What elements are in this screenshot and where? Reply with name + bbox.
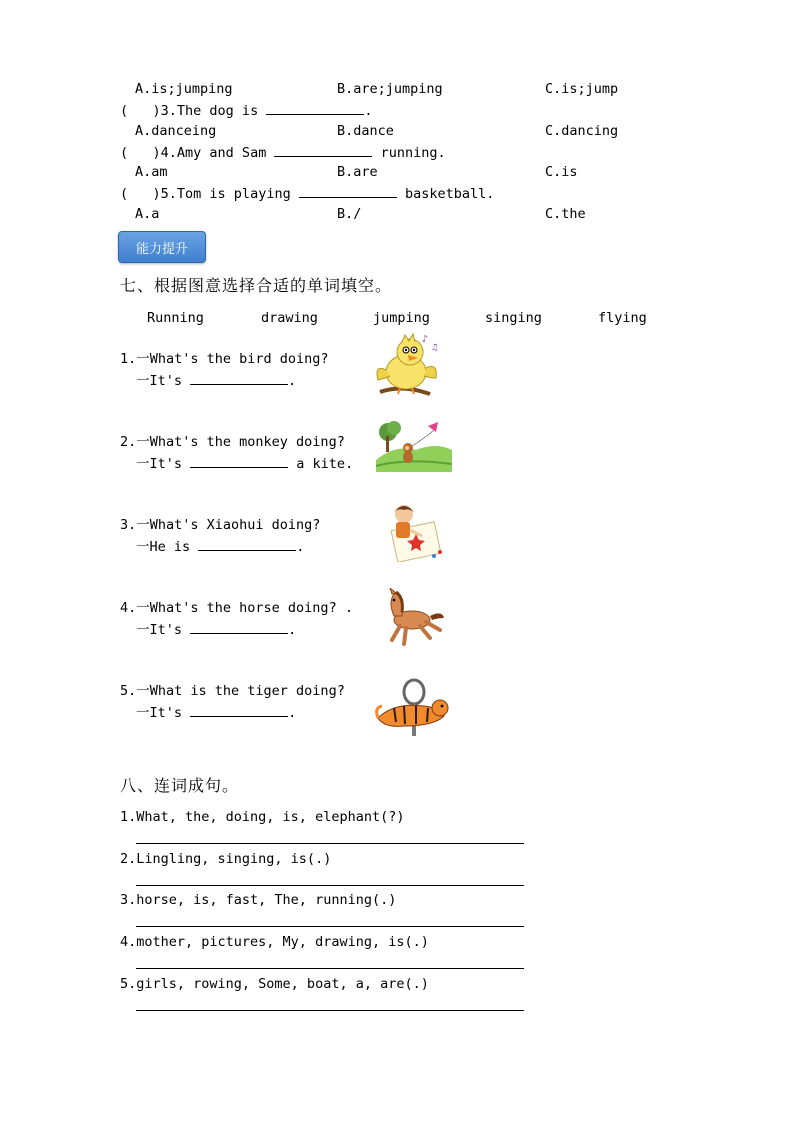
s7-question-5: 5.一What is the tiger doing? xyxy=(120,683,345,699)
q4-option-b: B.are xyxy=(337,164,378,180)
q2-option-a: A.is;jumping xyxy=(135,81,233,97)
section-7-title: 七、根据图意选择合适的单词填空。 xyxy=(120,276,393,295)
question-3 xyxy=(120,101,372,120)
answer-line-2 xyxy=(136,885,524,886)
answer-line-1 xyxy=(136,843,524,844)
word-bank-item: Running xyxy=(147,310,204,326)
s7-question-1: 1.一What's the bird doing? xyxy=(120,351,329,367)
s7-answer-3: 一He is . xyxy=(136,539,305,555)
q5-option-a: A.a xyxy=(135,206,160,222)
s8-item-4: 4.mother, pictures, My, drawing, is(.) xyxy=(120,934,429,950)
answer-blank xyxy=(190,454,288,468)
answer-line-4 xyxy=(136,968,524,969)
answer-blank xyxy=(198,537,296,551)
answer-blank xyxy=(274,143,372,157)
answer-line-3 xyxy=(136,926,524,927)
s8-item-2: 2.Lingling, singing, is(.) xyxy=(120,851,332,867)
s7-answer-1: 一It's . xyxy=(136,373,297,389)
question-end: basketball. xyxy=(404,186,495,202)
s8-item-3: 3.horse, is, fast, The, running(.) xyxy=(120,892,397,908)
section-8-title: 八、连词成句。 xyxy=(120,776,240,795)
answer-paren: ( xyxy=(120,186,129,202)
s7-answer-2: 一It's a kite. xyxy=(136,456,354,472)
question-end: . xyxy=(364,103,373,119)
svg-text:♫: ♫ xyxy=(432,343,438,353)
answer-blank xyxy=(299,184,397,198)
q2-option-c: C.is;jump xyxy=(545,81,619,97)
boy-drawing-icon xyxy=(382,500,448,562)
question-text: )4.Amy and Sam xyxy=(152,145,267,161)
answer-blank xyxy=(190,620,288,634)
s8-item-1: 1.What, the, doing, is, elephant(?) xyxy=(120,809,405,825)
answer-line-5 xyxy=(136,1010,524,1011)
answer-blank xyxy=(266,101,364,115)
s7-answer-5: 一It's . xyxy=(136,705,297,721)
s7-question-4: 4.一What's the horse doing? . xyxy=(120,600,353,616)
answer-blank xyxy=(190,703,288,717)
bird-icon xyxy=(372,332,444,402)
question-5 xyxy=(120,184,494,203)
s7-question-3: 3.一What's Xiaohui doing? xyxy=(120,517,321,533)
word-bank-item: flying xyxy=(598,310,647,326)
question-text: )5.Tom is playing xyxy=(152,186,291,202)
word-bank-item: jumping xyxy=(373,310,430,326)
question-text: )3.The dog is xyxy=(152,103,259,119)
ability-badge: 能力提升 xyxy=(118,231,206,263)
q5-option-c: C.the xyxy=(545,206,586,222)
question-4 xyxy=(120,143,446,162)
monkey-kite-icon xyxy=(376,420,452,472)
horse-icon xyxy=(380,588,448,648)
q4-option-c: C.is xyxy=(545,164,578,180)
q3-option-a: A.danceing xyxy=(135,123,217,139)
q5-option-b: B./ xyxy=(337,206,362,222)
q4-option-a: A.am xyxy=(135,164,168,180)
s7-question-2: 2.一What's the monkey doing? xyxy=(120,434,345,450)
answer-paren: ( xyxy=(120,145,129,161)
q3-option-b: B.dance xyxy=(337,123,394,139)
question-end: running. xyxy=(380,145,446,161)
tiger-icon xyxy=(374,678,454,738)
answer-paren: ( xyxy=(120,103,129,119)
s8-item-5: 5.girls, rowing, Some, boat, a, are(.) xyxy=(120,976,429,992)
word-bank-item: drawing xyxy=(261,310,318,326)
word-bank-item: singing xyxy=(485,310,542,326)
q2-option-b: B.are;jumping xyxy=(337,81,443,97)
answer-blank xyxy=(190,371,288,385)
s7-answer-4: 一It's . xyxy=(136,622,297,638)
q3-option-c: C.dancing xyxy=(545,123,619,139)
svg-text:♪: ♪ xyxy=(422,334,429,345)
